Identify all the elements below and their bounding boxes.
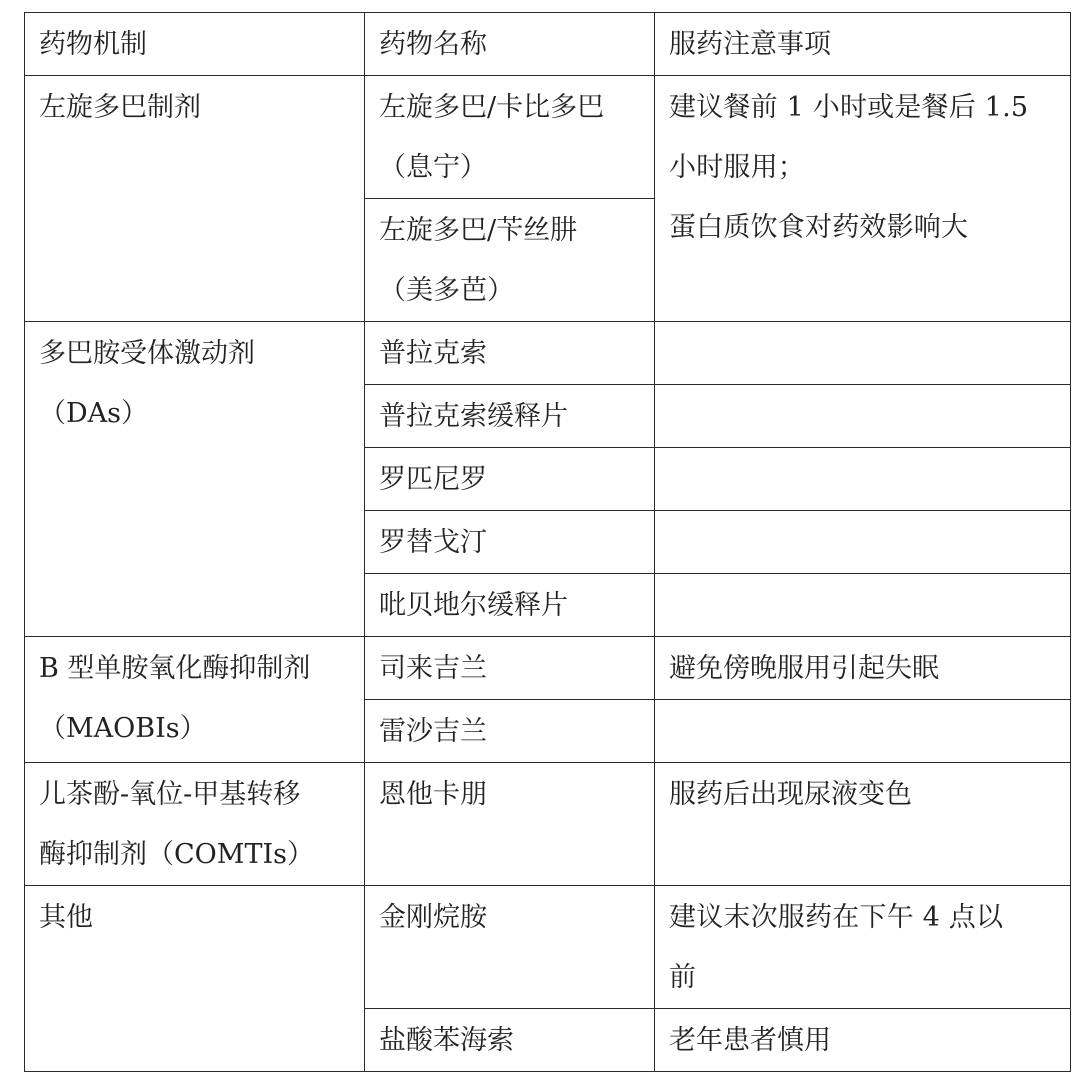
table-row (25, 637, 1071, 700)
notes-cell (655, 574, 1071, 637)
drug-cell: 司来吉兰 (365, 637, 655, 700)
drug-cell (365, 199, 655, 322)
mechanism-text: 酶抑制剂（COMTIs） (39, 839, 314, 870)
header-notes: 服药注意事项 (655, 13, 1071, 76)
note-text: 前 (669, 962, 697, 993)
notes-cell: 避免傍晚服用引起失眠 (655, 637, 1071, 700)
drug-table (24, 12, 1071, 1072)
mechanism-cell (25, 637, 365, 763)
mechanism-abbr: （MAOBIs） (39, 713, 207, 744)
mechanism-cell: 其他 (25, 886, 365, 1072)
drug-cell: 罗匹尼罗 (365, 448, 655, 511)
drug-cell: 罗替戈汀 (365, 511, 655, 574)
drug-cell: 雷沙吉兰 (365, 700, 655, 763)
drug-brand: （息宁） (379, 152, 487, 183)
notes-cell (655, 322, 1071, 385)
drug-name: 左旋多巴/卡比多巴 (379, 92, 605, 123)
table-row (25, 322, 1071, 385)
mechanism-cell (25, 76, 365, 322)
table-row (25, 886, 1071, 1009)
drug-cell: 普拉克索缓释片 (365, 385, 655, 448)
header-drug-name: 药物名称 (365, 13, 655, 76)
drug-brand: （美多芭） (379, 275, 514, 306)
mechanism-text: B 型单胺氧化酶抑制剂 (39, 653, 311, 684)
table-row (25, 763, 1071, 886)
notes-cell (655, 511, 1071, 574)
table-header-row (25, 13, 1071, 76)
drug-name: 左旋多巴/苄丝肼 (379, 215, 578, 246)
notes-cell (655, 700, 1071, 763)
drug-cell: 普拉克索 (365, 322, 655, 385)
mechanism-text: 多巴胺受体激动剂 (39, 338, 255, 369)
table-row (25, 76, 1071, 199)
notes-cell: 老年患者慎用 (655, 1009, 1071, 1072)
drug-cell: 吡贝地尔缓释片 (365, 574, 655, 637)
drug-cell: 恩他卡朋 (365, 763, 655, 886)
note-text: 小时服用； (669, 152, 805, 183)
mechanism-cell (25, 322, 365, 637)
note-text: 蛋白质饮食对药效影响大 (669, 212, 969, 243)
note-text: 建议餐前 1 小时或是餐后 1.5 (669, 92, 1029, 123)
mechanism-text: 左旋多巴制剂 (39, 92, 201, 123)
drug-cell (365, 76, 655, 199)
mechanism-cell (25, 763, 365, 886)
notes-cell (655, 448, 1071, 511)
header-mechanism: 药物机制 (25, 13, 365, 76)
mechanism-text: 儿茶酚-氧位-甲基转移 (39, 779, 301, 810)
notes-cell (655, 886, 1071, 1009)
note-text: 建议末次服药在下午 4 点以 (669, 902, 1004, 933)
notes-cell: 服药后出现尿液变色 (655, 763, 1071, 886)
drug-cell: 盐酸苯海索 (365, 1009, 655, 1072)
mechanism-abbr: （DAs） (39, 398, 149, 429)
drug-cell: 金刚烷胺 (365, 886, 655, 1009)
notes-cell (655, 385, 1071, 448)
notes-cell (655, 76, 1071, 322)
